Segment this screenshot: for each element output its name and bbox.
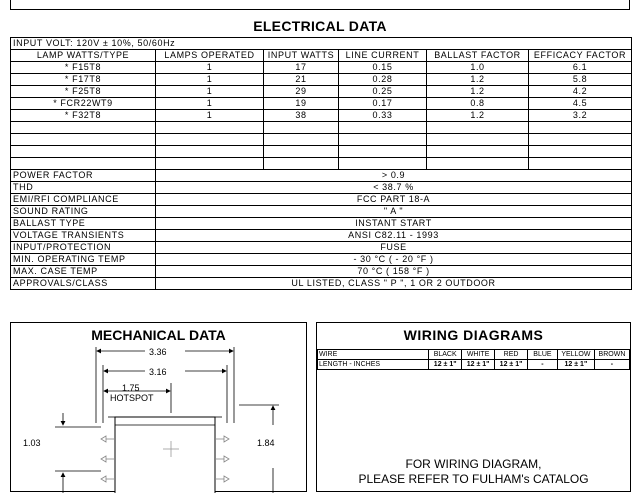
spec-label: INPUT/PROTECTION xyxy=(11,242,156,254)
input-watts: 29 xyxy=(264,86,339,98)
wire-color: RED xyxy=(495,350,528,360)
spec-label: THD xyxy=(11,182,156,194)
line-current: 0.33 xyxy=(339,110,427,122)
ballast-factor: 1.2 xyxy=(427,110,529,122)
input-watts: 21 xyxy=(264,74,339,86)
wiring-diagrams-title: WIRING DIAGRAMS xyxy=(403,327,544,343)
empty-row xyxy=(11,122,632,134)
header-lamps-operated: LAMPS OPERATED xyxy=(156,50,264,62)
spec-row xyxy=(11,254,632,266)
electrical-data-table xyxy=(10,37,632,290)
efficacy-factor: 4.5 xyxy=(529,98,632,110)
wire-length-row xyxy=(318,360,630,370)
lamp-type: * F15T8 xyxy=(11,62,156,74)
electrical-data-title: ELECTRICAL DATA xyxy=(253,18,387,34)
dim-hotspot: 1.75 xyxy=(122,383,140,393)
input-watts: 38 xyxy=(264,110,339,122)
top-border-box xyxy=(10,0,630,10)
empty-row xyxy=(11,134,632,146)
table-row xyxy=(11,86,632,98)
header-input-watts: INPUT WATTS xyxy=(264,50,339,62)
lamps-operated: 1 xyxy=(156,62,264,74)
lamp-type: * F32T8 xyxy=(11,110,156,122)
spec-label: POWER FACTOR xyxy=(11,170,156,182)
efficacy-factor: 4.2 xyxy=(529,86,632,98)
spec-label: EMI/RFI COMPLIANCE xyxy=(11,194,156,206)
table-row xyxy=(11,110,632,122)
spec-row xyxy=(11,266,632,278)
wiring-diagrams-panel xyxy=(316,322,631,492)
spec-value: " A " xyxy=(156,206,632,218)
empty-row xyxy=(11,158,632,170)
dim-right-height: 1.84 xyxy=(257,438,275,448)
dim-overall-width: 3.36 xyxy=(149,347,167,357)
spec-row xyxy=(11,170,632,182)
lamp-type: * FCR22WT9 xyxy=(11,98,156,110)
spec-row xyxy=(11,242,632,254)
spec-value: - 30 °C ( - 20 °F ) xyxy=(156,254,632,266)
input-volt: INPUT VOLT: 120V ± 10%, 50/60Hz xyxy=(11,38,632,50)
wiring-note-line2: PLEASE REFER TO FULHAM's CATALOG xyxy=(358,472,589,486)
table-row xyxy=(11,62,632,74)
line-current: 0.15 xyxy=(339,62,427,74)
wire-color: BROWN xyxy=(594,350,629,360)
spec-value: < 38.7 % xyxy=(156,182,632,194)
lamp-type: * F17T8 xyxy=(11,74,156,86)
spec-value: FCC PART 18-A xyxy=(156,194,632,206)
spec-value: > 0.9 xyxy=(156,170,632,182)
wire-length: - xyxy=(594,360,629,370)
line-current: 0.25 xyxy=(339,86,427,98)
table-row xyxy=(11,74,632,86)
spec-row xyxy=(11,182,632,194)
wire-length: - xyxy=(528,360,558,370)
table-row xyxy=(11,98,632,110)
input-watts: 17 xyxy=(264,62,339,74)
spec-label: VOLTAGE TRANSIENTS xyxy=(11,230,156,242)
ballast-factor: 1.0 xyxy=(427,62,529,74)
mechanical-data-panel xyxy=(10,322,307,492)
ballast-drawing xyxy=(11,343,306,493)
spec-value: 70 °C ( 158 °F ) xyxy=(156,266,632,278)
spec-row xyxy=(11,218,632,230)
ballast-factor: 1.2 xyxy=(427,86,529,98)
wire-length: 12 ± 1" xyxy=(557,360,594,370)
spec-label: MIN. OPERATING TEMP xyxy=(11,254,156,266)
lamps-operated: 1 xyxy=(156,98,264,110)
line-current: 0.17 xyxy=(339,98,427,110)
spec-value: UL LISTED, CLASS " P ", 1 OR 2 OUTDOOR xyxy=(156,278,632,290)
spec-row xyxy=(11,194,632,206)
mechanical-data-title: MECHANICAL DATA xyxy=(91,327,226,343)
ballast-factor: 1.2 xyxy=(427,74,529,86)
wire-length: 12 ± 1" xyxy=(495,360,528,370)
column-headers xyxy=(11,50,632,62)
spec-value: ANSI C82.11 - 1993 xyxy=(156,230,632,242)
spec-row xyxy=(11,278,632,290)
header-ballast-factor: BALLAST FACTOR xyxy=(427,50,529,62)
dim-left-height: 1.03 xyxy=(23,438,41,448)
dim-mounting-width: 3.16 xyxy=(149,367,167,377)
wire-table xyxy=(317,349,630,370)
wire-length: 12 ± 1" xyxy=(462,360,495,370)
wire-header-label: WIRE xyxy=(318,350,429,360)
efficacy-factor: 5.8 xyxy=(529,74,632,86)
wire-length-label: LENGTH - INCHES xyxy=(318,360,429,370)
lamps-operated: 1 xyxy=(156,86,264,98)
wiring-note-line1: FOR WIRING DIAGRAM, xyxy=(405,457,542,471)
header-lamp-type: LAMP WATTS/TYPE xyxy=(11,50,156,62)
spec-value: INSTANT START xyxy=(156,218,632,230)
ballast-factor: 0.8 xyxy=(427,98,529,110)
lamps-operated: 1 xyxy=(156,74,264,86)
spec-label: MAX. CASE TEMP xyxy=(11,266,156,278)
wire-length: 12 ± 1" xyxy=(429,360,462,370)
wire-color: YELLOW xyxy=(557,350,594,360)
line-current: 0.28 xyxy=(339,74,427,86)
lamp-type: * F25T8 xyxy=(11,86,156,98)
wire-color-row xyxy=(318,350,630,360)
wire-color: WHITE xyxy=(462,350,495,360)
header-efficacy-factor: EFFICACY FACTOR xyxy=(529,50,632,62)
spec-label: SOUND RATING xyxy=(11,206,156,218)
efficacy-factor: 6.1 xyxy=(529,62,632,74)
lamps-operated: 1 xyxy=(156,110,264,122)
input-watts: 19 xyxy=(264,98,339,110)
spec-row xyxy=(11,206,632,218)
efficacy-factor: 3.2 xyxy=(529,110,632,122)
wire-color: BLACK xyxy=(429,350,462,360)
empty-row xyxy=(11,146,632,158)
spec-label: APPROVALS/CLASS xyxy=(11,278,156,290)
spec-row xyxy=(11,230,632,242)
spec-value: FUSE xyxy=(156,242,632,254)
spec-label: BALLAST TYPE xyxy=(11,218,156,230)
wire-color: BLUE xyxy=(528,350,558,360)
hotspot-label: HOTSPOT xyxy=(110,393,154,403)
header-line-current: LINE CURRENT xyxy=(339,50,427,62)
